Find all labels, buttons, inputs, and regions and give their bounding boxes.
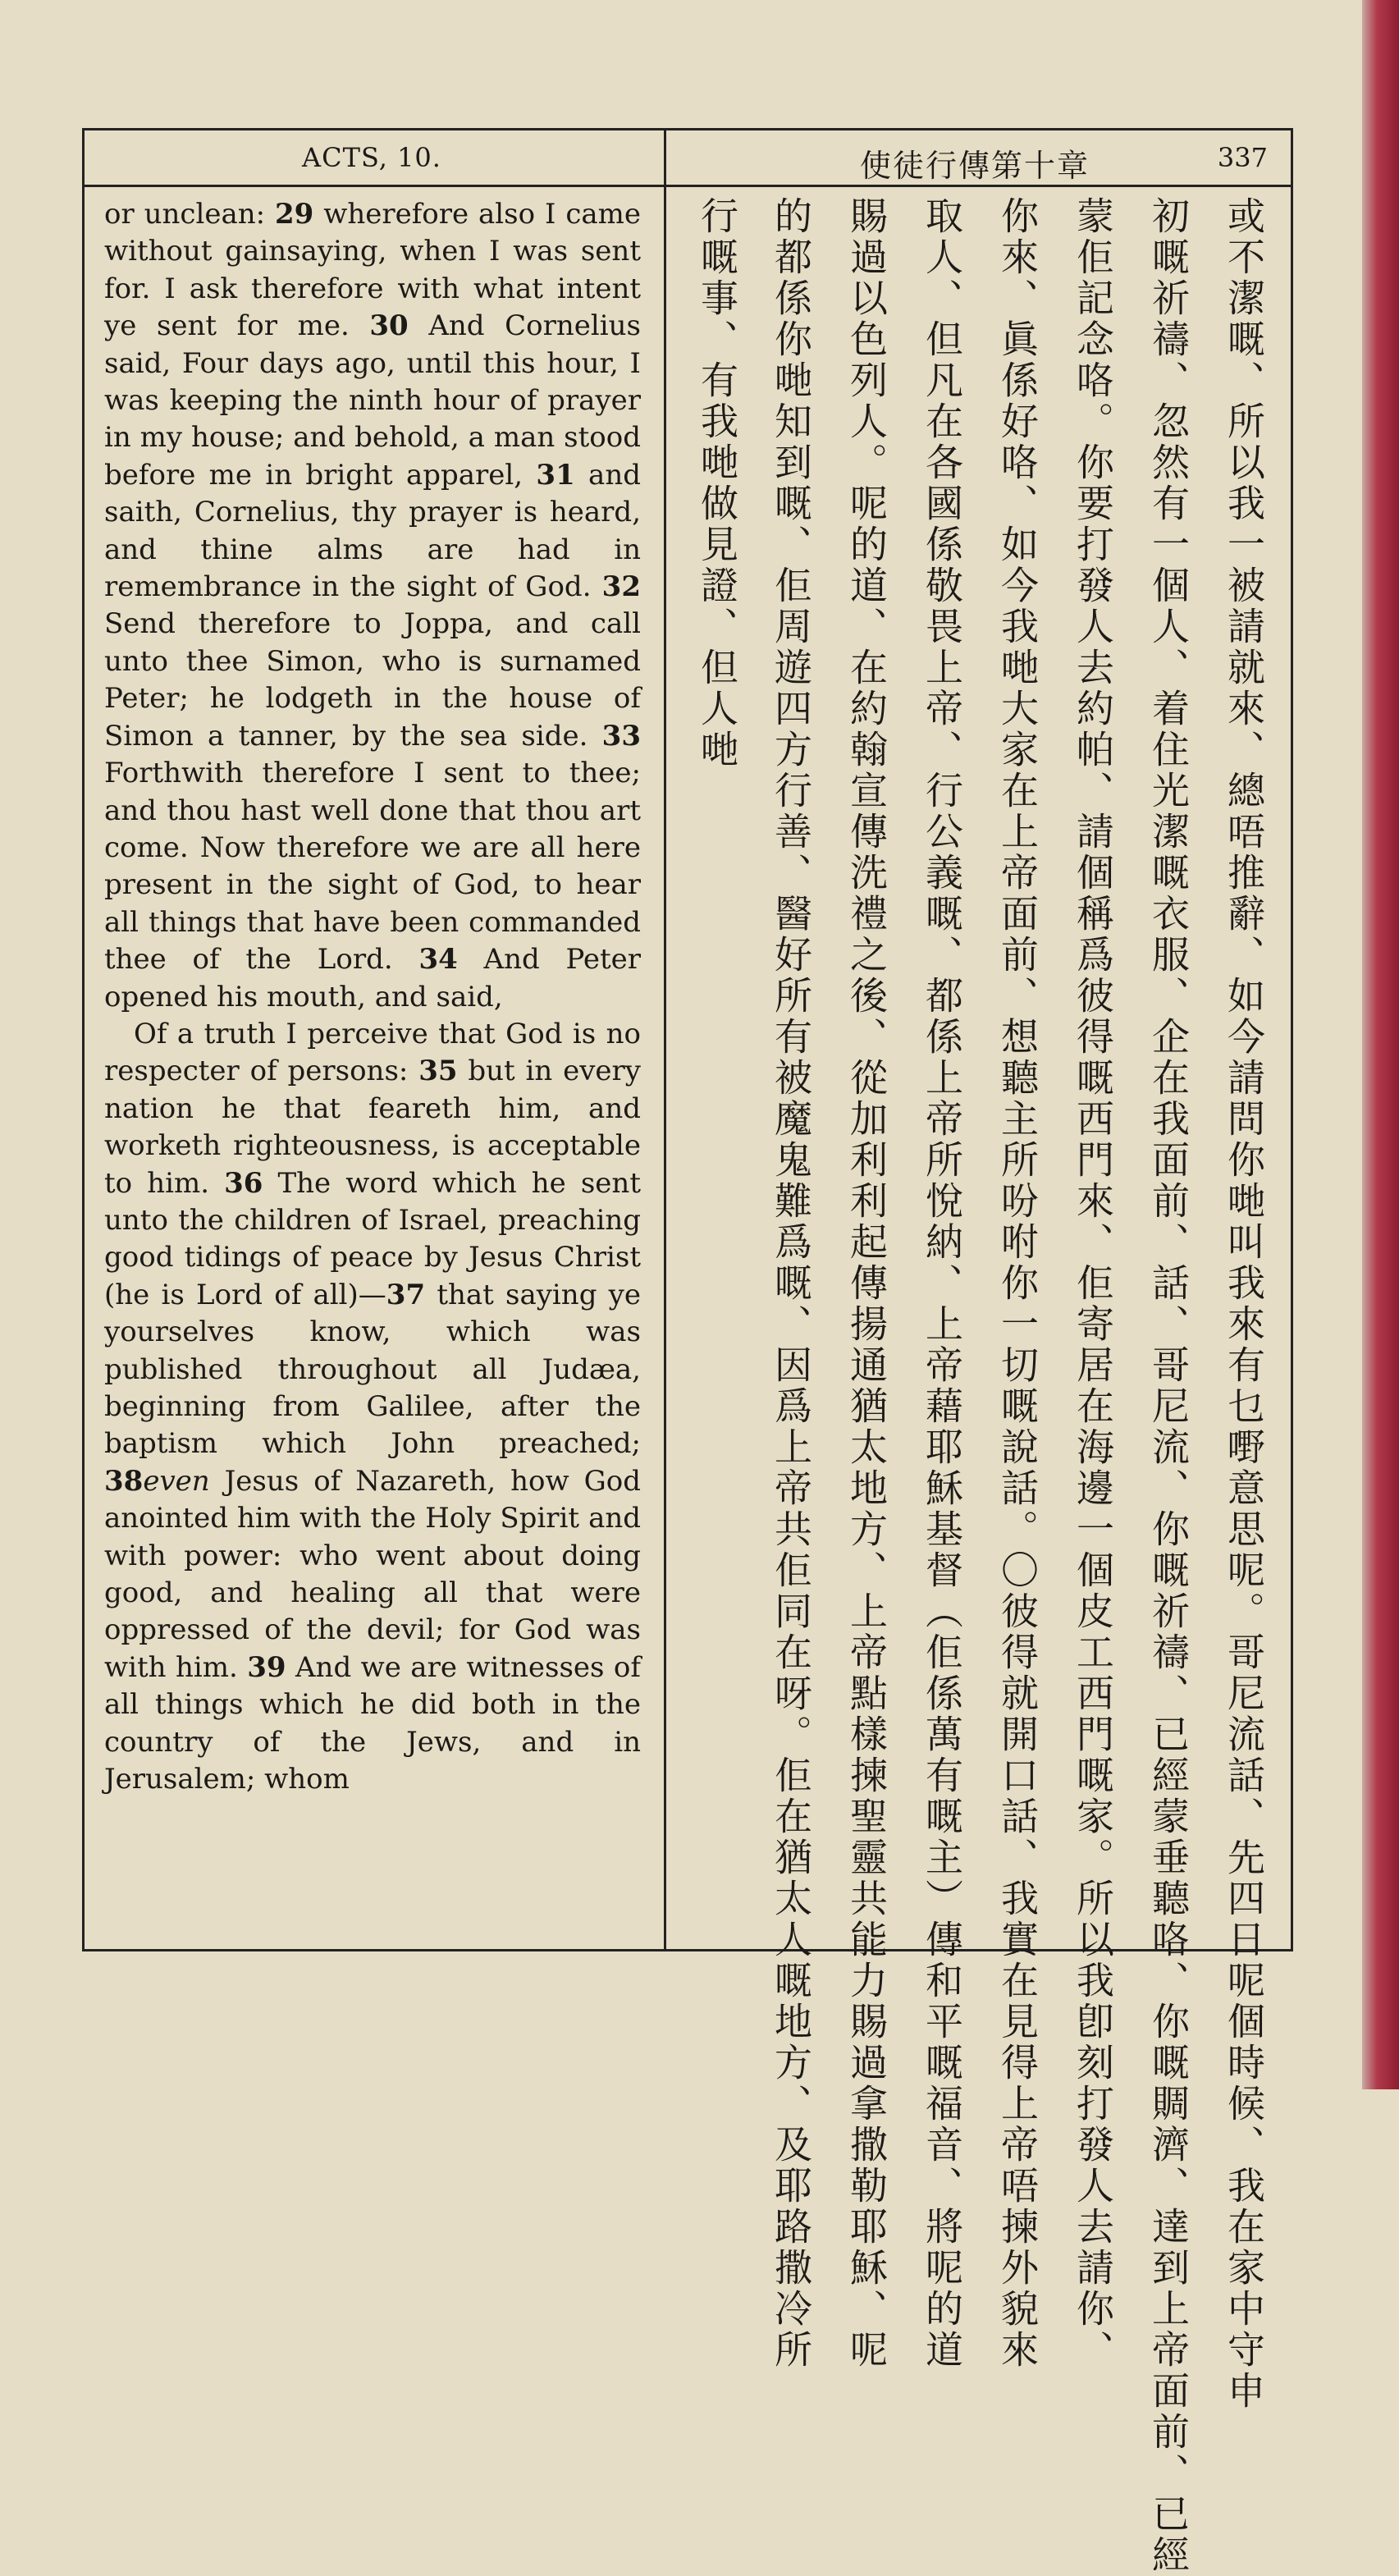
- verse-text: that saying ye yourselves know, which was published throughout all Judæa, beginning from Galilee, after the baptism which John preached;: [104, 1278, 641, 1461]
- header-english-cell: [85, 130, 666, 185]
- verse-text: and saith, Cornelius, thy prayer is heard, and thine alms are had in remembrance in the sight of God.: [104, 458, 641, 604]
- verse-text: And we are witnesses of all things which he did both in the country of the Jews, and in Jerusalem; whom: [104, 1650, 641, 1796]
- english-paragraph: [104, 196, 641, 1016]
- page-header: [85, 130, 1291, 187]
- running-head: ACTS, 10.: [302, 142, 441, 173]
- verse-number: 33: [601, 719, 641, 753]
- verse-number: 37: [386, 1278, 426, 1311]
- chinese-running-head: 使徒行傳第十章: [860, 148, 1090, 184]
- verse-number: 39: [247, 1650, 286, 1684]
- chinese-text-column: 初嘅祈禱、忽然有一個人、着住光潔嘅衣服、企在我面前、話、哥尼流、你嘅祈禱、已經蒙垂聽咯、你嘅賙濟、達到上帝面前、已經: [1146, 196, 1191, 2576]
- verse-text: or unclean:: [104, 198, 275, 231]
- verse-number: 32: [601, 570, 641, 604]
- verse-text: And Cornelius said, Four days ago, until this hour, I was keeping the ninth hour of prayer in my house; and behold, a man stood before me in bright apparel,: [104, 309, 641, 492]
- verse-text: Send therefore to Joppa, and call unto thee Simon, who is surnamed Peter; he lodgeth in the house of Simon a tanner, by the sea side.: [104, 607, 641, 753]
- english-paragraph: [104, 1016, 641, 1799]
- verse-number: 36: [224, 1166, 263, 1200]
- chinese-text-column: 的都係你哋知到嘅、佢周遊四方行善、醫好所有被魔鬼難爲嘅、因爲上帝共佢同在呀。佢在猶太人嘅地方、及耶路撒冷所: [769, 196, 813, 2371]
- verse-number: 38: [104, 1464, 144, 1498]
- chinese-text-column: 你來、眞係好咯、如今我哋大家在上帝面前、想聽主所吩咐你一切嘅說話。〇彼得就開口話、我實在見得上帝唔揀外貌來: [995, 196, 1040, 2371]
- verse-text: wherefore also I came without gainsaying, when I was sent for. I ask therefore with what intent ye sent for me.: [104, 198, 641, 343]
- verse-number: 30: [369, 309, 409, 343]
- verse-number: 31: [536, 458, 575, 492]
- book-page-edge: [1362, 0, 1399, 2089]
- verse-text: And Peter opened his mouth, and said,: [104, 943, 641, 1013]
- page-frame: [82, 128, 1293, 2576]
- page-number: 337: [1217, 142, 1268, 173]
- chinese-text-column: 蒙佢記念咯。你要打發人去約帕、請個稱爲彼得嘅西門來、佢寄居在海邊一個皮工西門嘅家。所以我卽刻打發人去請你、: [1071, 196, 1115, 2371]
- italic-word: even: [143, 1464, 210, 1498]
- verse-text: Forthwith therefore I sent to thee; and thou hast well done that thou art come. Now therefore we are all here present in the sight of God, to hear all things that have been commanded thee of the Lord.: [104, 757, 641, 977]
- chinese-text-column: 賜過以色列人。呢的道、在約翰宣傳洗禮之後、從加利利起傳揚通猶太地方、上帝點樣揀聖靈共能力賜過拿撒勒耶穌、呢: [844, 196, 889, 2371]
- column-divider: [664, 185, 666, 1951]
- verse-text: The word which he sent unto the children of Israel, preaching good tidings of peace by Jesus Christ (he is Lord of all)—: [104, 1166, 641, 1311]
- verse-number: 29: [274, 198, 314, 231]
- chinese-text-column: 取人、但凡在各國係敬畏上帝、行公義嘅、都係上帝所悅納、上帝藉耶穌基督（佢係萬有嘅主）傳和平嘅福音、將呢的道: [920, 196, 964, 2371]
- verse-text: Of a truth I perceive that God is no respecter of persons:: [104, 1017, 641, 1088]
- verse-number: 34: [418, 943, 458, 977]
- english-column: [104, 196, 641, 1798]
- verse-text: Jesus of Nazareth, how God anointed him with the Holy Spirit and with power: who went about doing good, and healing all that were oppressed of the devil; for God was with him.: [104, 1464, 641, 1684]
- verse-number: 35: [418, 1055, 458, 1088]
- chinese-column: [693, 196, 1268, 2576]
- verse-text: but in every nation he that feareth him, and worketh righteousness, is acceptable to him.: [104, 1055, 642, 1200]
- chinese-text-column: 或不潔嘅、所以我一被請就來、總唔推辭、如今請問你哋叫我來有乜嘢意思呢。哥尼流話、先四日呢個時候、我在家中守申: [1222, 196, 1266, 2412]
- chinese-text-column: 行嘅事、有我哋做見證、但人哋: [695, 196, 739, 771]
